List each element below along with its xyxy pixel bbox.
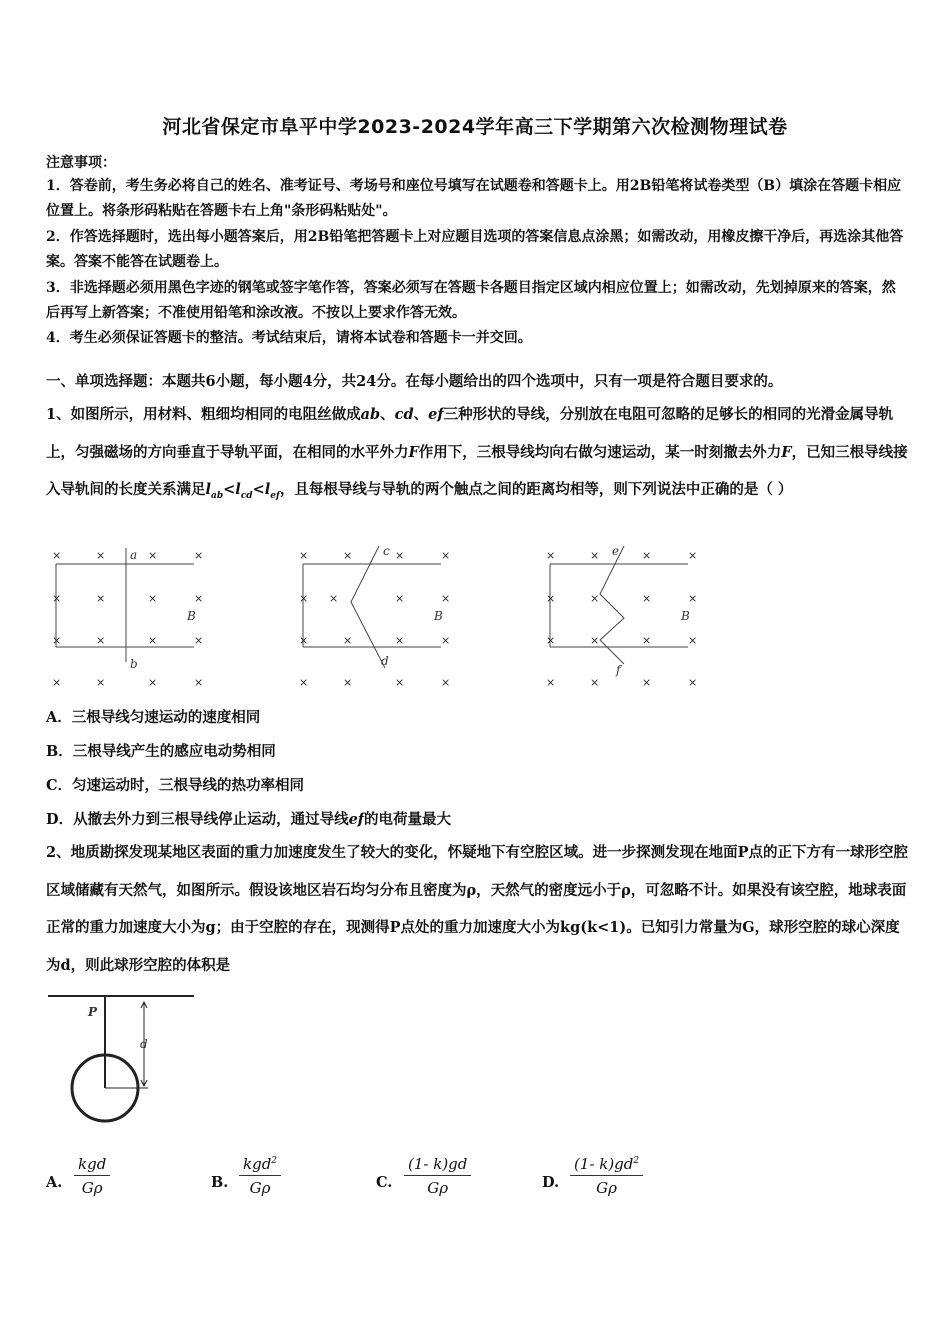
label-d: d: [381, 654, 389, 668]
svg-text:×: ×: [642, 634, 652, 647]
svg-text:×: ×: [194, 549, 204, 562]
svg-text:×: ×: [688, 592, 698, 605]
section-heading: 一、单项选择题：本题共6小题，每小题4分，共24分。在每小题给出的四个选项中，只有一项是符合题目要求的。: [46, 373, 783, 390]
svg-text:×: ×: [148, 676, 158, 689]
label-a: a: [130, 548, 138, 562]
svg-text:×: ×: [642, 676, 652, 689]
label-field: B: [681, 609, 690, 623]
svg-text:×: ×: [194, 634, 204, 647]
page-title: 河北省保定市阜平中学2023-2024学年高三下学期第六次检测物理试卷: [162, 116, 788, 138]
svg-text:×: ×: [642, 549, 652, 562]
notice-item: 2．作答选择题时，选出每小题答案后，用2B铅笔把答题卡上对应题目选项的答案信息点涂黑；如需改动，用橡皮擦干净后，再选涂其他答案。答案不能答在试题卷上。: [46, 228, 904, 271]
svg-text:×: ×: [395, 634, 405, 647]
label-e: e: [612, 544, 620, 558]
label-field: B: [434, 609, 443, 623]
notice-item: 4．考生必须保证答题卡的整洁。考试结束后，请将本试卷和答题卡一并交回。: [46, 330, 532, 347]
svg-text:×: ×: [343, 549, 353, 562]
option-c[interactable]: C．匀速运动时，三根导线的热功率相同: [46, 777, 305, 794]
svg-text:×: ×: [329, 592, 339, 605]
svg-text:×: ×: [343, 676, 353, 689]
svg-text:×: ×: [688, 634, 698, 647]
label-c: c: [383, 544, 390, 558]
figure-wire-ab: [44, 540, 224, 695]
svg-text:×: ×: [546, 634, 556, 647]
svg-text:×: ×: [546, 592, 556, 605]
svg-text:×: ×: [299, 592, 309, 605]
svg-text:×: ×: [590, 676, 600, 689]
notice-list: [46, 174, 908, 352]
svg-text:×: ×: [441, 634, 451, 647]
notice-heading: 注意事项：: [46, 155, 116, 171]
svg-text:×: ×: [590, 592, 600, 605]
svg-text:×: ×: [642, 592, 652, 605]
svg-text:×: ×: [546, 676, 556, 689]
svg-text:×: ×: [148, 592, 158, 605]
label-b: b: [130, 657, 138, 671]
option-b[interactable]: B．三根导线产生的感应电动势相同: [46, 743, 276, 760]
figure-wire-ef: [538, 540, 718, 695]
svg-text:×: ×: [441, 592, 451, 605]
svg-text:×: ×: [395, 549, 405, 562]
svg-text:×: ×: [194, 676, 204, 689]
svg-text:×: ×: [52, 634, 62, 647]
label-depth: d: [140, 1037, 148, 1051]
svg-text:×: ×: [52, 549, 62, 562]
svg-text:×: ×: [52, 676, 62, 689]
question-2-stem: 2、地质勘探发现某地区表面的重力加速度发生了较大的变化，怀疑地下有空腔区域。进一步探测发现在地面P点的正下方有一球形空腔区域储藏有天然气，如图所示。假设该地区岩石均匀分布且密度为ρ，天然气的密度远小于ρ，可忽略不计。如果没有该空腔，地球表面正常的重力加速度大小为g；由于空腔的存在，现测得P点处的重力加速度大小为kg(k<1)。已知引力常量为G，球形空腔的球心深度为d，则此球形空腔的体积是: [46, 844, 908, 974]
notice-item: 3．非选择题必须用黑色字迹的钢笔或签字笔作答，答案必须写在答题卡各题目指定区域内相应位置上；如需改动，先划掉原来的答案，然后再写上新答案；不准使用铅笔和涂改液。不按以上要求作答无效。: [46, 279, 896, 322]
svg-text:×: ×: [688, 549, 698, 562]
option-a[interactable]: A．三根导线匀速运动的速度相同: [46, 709, 261, 726]
svg-text:×: ×: [343, 634, 353, 647]
option-d[interactable]: D．从撤去外力到三根导线停止运动，通过导线ef的电荷量最大: [46, 811, 452, 828]
svg-text:×: ×: [395, 592, 405, 605]
svg-text:×: ×: [96, 592, 106, 605]
svg-text:×: ×: [299, 634, 309, 647]
svg-text:×: ×: [441, 676, 451, 689]
svg-text:×: ×: [590, 549, 600, 562]
svg-text:×: ×: [590, 634, 600, 647]
svg-text:×: ×: [96, 676, 106, 689]
svg-text:×: ×: [688, 676, 698, 689]
figure-cavity: [44, 988, 214, 1128]
svg-text:×: ×: [148, 634, 158, 647]
svg-text:×: ×: [546, 549, 556, 562]
svg-text:×: ×: [194, 592, 204, 605]
svg-text:×: ×: [96, 634, 106, 647]
label-f: f: [616, 663, 621, 677]
svg-text:×: ×: [299, 549, 309, 562]
svg-text:×: ×: [441, 549, 451, 562]
svg-text:×: ×: [299, 676, 309, 689]
label-p: P: [88, 1005, 98, 1019]
question-1-stem: 1、如图所示，用材料、粗细均相同的电阻丝做成ab、cd、ef三种形状的导线，分别放在电阻可忽略的足够长的相同的光滑金属导轨上，匀强磁场的方向垂直于导轨平面，在相同的水平外力F作用下，三根导线均向右做匀速运动，某一时刻撤去外力F，已知三根导线接入导轨间的长度关系满足$l_{ab}<l_{cd}<l_{ef}$，且每根导线与导轨的两个触点之间的距离均相等，则下列说法中正确的是（ ）: [46, 406, 908, 501]
figure-wire-cd: [291, 540, 471, 695]
label-field: B: [187, 609, 196, 623]
notice-item: 1．答卷前，考生务必将自己的姓名、准考证号、考场号和座位号填写在试题卷和答题卡上。用2B铅笔将试卷类型（B）填涂在答题卡相应位置上。将条形码粘贴在答题卡右上角"条形码粘贴处"。: [46, 178, 902, 220]
svg-text:×: ×: [96, 549, 106, 562]
svg-text:×: ×: [52, 592, 62, 605]
svg-text:×: ×: [148, 549, 158, 562]
svg-text:×: ×: [395, 676, 405, 689]
